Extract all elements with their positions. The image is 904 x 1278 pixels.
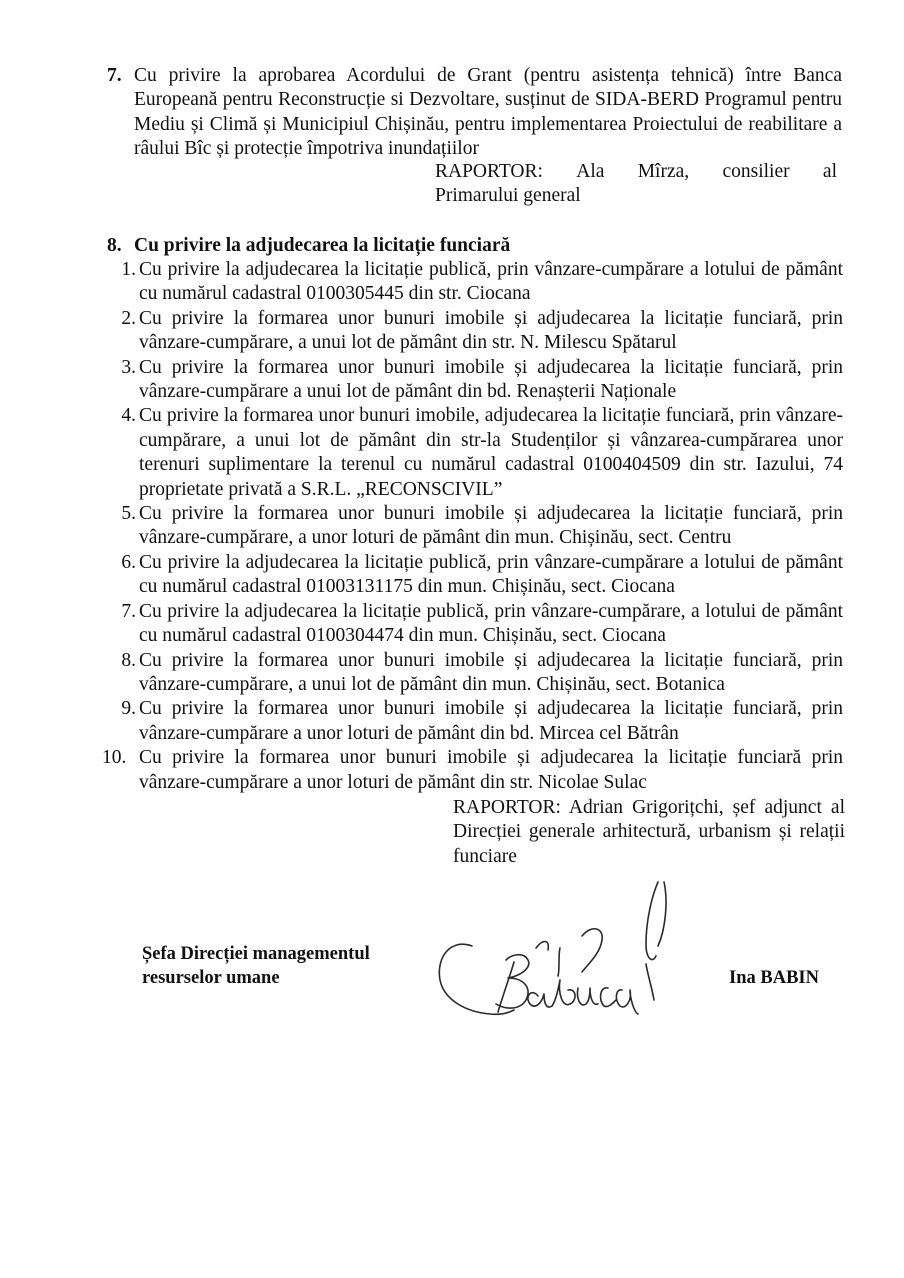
list-item	[108, 404, 843, 502]
list-item-text: Cu privire la formarea unor bunuri imobile și adjudecarea la licitație funciară, prin vânzare-cumpărare, a unui lot de pământ din str. N. Milescu Spătarul	[139, 307, 843, 354]
list-item	[108, 649, 843, 698]
list-item-text: Cu privire la formarea unor bunuri imobile și adjudecarea la licitație funciară prin vânzare-cumpărare a unor loturi de pământ din str. Nicolae Sulac	[139, 747, 843, 793]
agenda-item-number: 7.	[107, 65, 122, 86]
list-item	[108, 600, 843, 649]
list-item-number: 8.	[121, 649, 136, 671]
list-item	[108, 697, 843, 746]
list-item	[108, 356, 843, 405]
raportor-role-word: consilier	[722, 161, 790, 182]
signatory-role-line: resurselor umane	[142, 968, 280, 988]
list-item	[102, 746, 843, 795]
raportor-item-8: RAPORTOR: Adrian Grigorițchi, șef adjunct al Direcției generale arhitectură, urbanism și relații funciare	[453, 797, 845, 867]
agenda-item-text: Cu privire la aprobarea Acordului de Grant (pentru asistența tehnică) între Banca Europeană pentru Reconstrucție si Dezvoltare, susținut de SIDA-BERD Programul pentru Mediu și Climă și Municipiul Chișinău, pentru implementarea Proiectului de reabilitare a râului Bîc și protecție împotriva inundațiilor	[134, 65, 842, 160]
list-item	[108, 307, 843, 356]
list-item	[108, 502, 843, 551]
raportor-first-name: Ala	[576, 161, 605, 182]
signatory-role-line: Șefa Direcției managementul	[142, 944, 370, 964]
list-item-number: 4.	[121, 405, 136, 427]
list-item-text: Cu privire la formarea unor bunuri imobile și adjudecarea la licitație funciară, prin vânzare-cumpărare a unui lot de pământ din bd. Renașterii Naționale	[139, 356, 843, 403]
list-item-text: Cu privire la adjudecarea la licitație publică, prin vânzare-cumpărare a lotului de pământ cu numărul cadastral 01003131175 din mun. Chișinău, sect. Ciocana	[139, 551, 843, 598]
list-item-number: 10.	[102, 747, 127, 769]
raportor-last-name: Mîrza,	[637, 161, 690, 182]
agenda-item-8	[107, 234, 842, 258]
list-item-number: 9.	[121, 698, 136, 720]
list-item	[108, 551, 843, 600]
list-item-text: Cu privire la formarea unor bunuri imobile și adjudecarea la licitație funciară, prin vânzare-cumpărare, a unui lot de pământ din mun. Chișinău, sect. Botanica	[139, 649, 843, 695]
agenda-item-number: 8.	[107, 235, 122, 256]
agenda-item-7	[107, 64, 842, 162]
sub-item-list	[102, 258, 843, 795]
raportor-item-7	[435, 160, 837, 209]
agenda-item-title: Cu privire la adjudecarea la licitație funciară	[134, 235, 511, 256]
list-item-number: 5.	[121, 503, 136, 525]
list-item-text: Cu privire la formarea unor bunuri imobile și adjudecarea la licitație funciară, prin vânzare-cumpărare a unor loturi de pământ din bd. Mircea cel Bătrân	[139, 698, 843, 744]
list-item-number: 3.	[121, 356, 136, 378]
list-item-number: 6.	[121, 551, 136, 573]
signatory-role	[142, 942, 422, 990]
list-item-number: 2.	[121, 307, 136, 329]
list-item-number: 7.	[121, 600, 136, 622]
raportor-label: RAPORTOR:	[435, 161, 543, 182]
raportor-line-2: Primarului general	[435, 185, 581, 207]
list-item-text: Cu privire la adjudecarea la licitație publică, prin vânzare-cumpărare, a lotului de pământ cu numărul cadastral 0100304474 din mun. Chișinău, sect. Ciocana	[139, 600, 843, 647]
list-item-text: Cu privire la formarea unor bunuri imobile, adjudecarea la licitație funciară, prin vânzare-cumpărare, a unui lot de pământ din str-la Studenților și vânzarea-cumpărarea unor terenuri suplimentare la terenul cu numărul cadastral 0100404509 din str. Iazului, 74 proprietate privată a S.R.L. „RECONSCIVIL”	[139, 405, 843, 500]
list-item	[108, 258, 843, 307]
handwritten-signature	[432, 876, 682, 1036]
list-item-text: Cu privire la formarea unor bunuri imobile și adjudecarea la licitație funciară, prin vânzare-cumpărare, a unor loturi de pământ din mun. Chișinău, sect. Centru	[139, 503, 843, 549]
list-item-number: 1.	[121, 259, 136, 280]
raportor-role-word: al	[822, 161, 837, 182]
list-item-text: Cu privire la adjudecarea la licitație publică, prin vânzare-cumpărare a lotului de pământ cu numărul cadastral 0100305445 din str. Ciocana	[139, 259, 843, 305]
raportor-line	[435, 160, 837, 184]
signatory-name: Ina BABIN	[729, 968, 819, 988]
